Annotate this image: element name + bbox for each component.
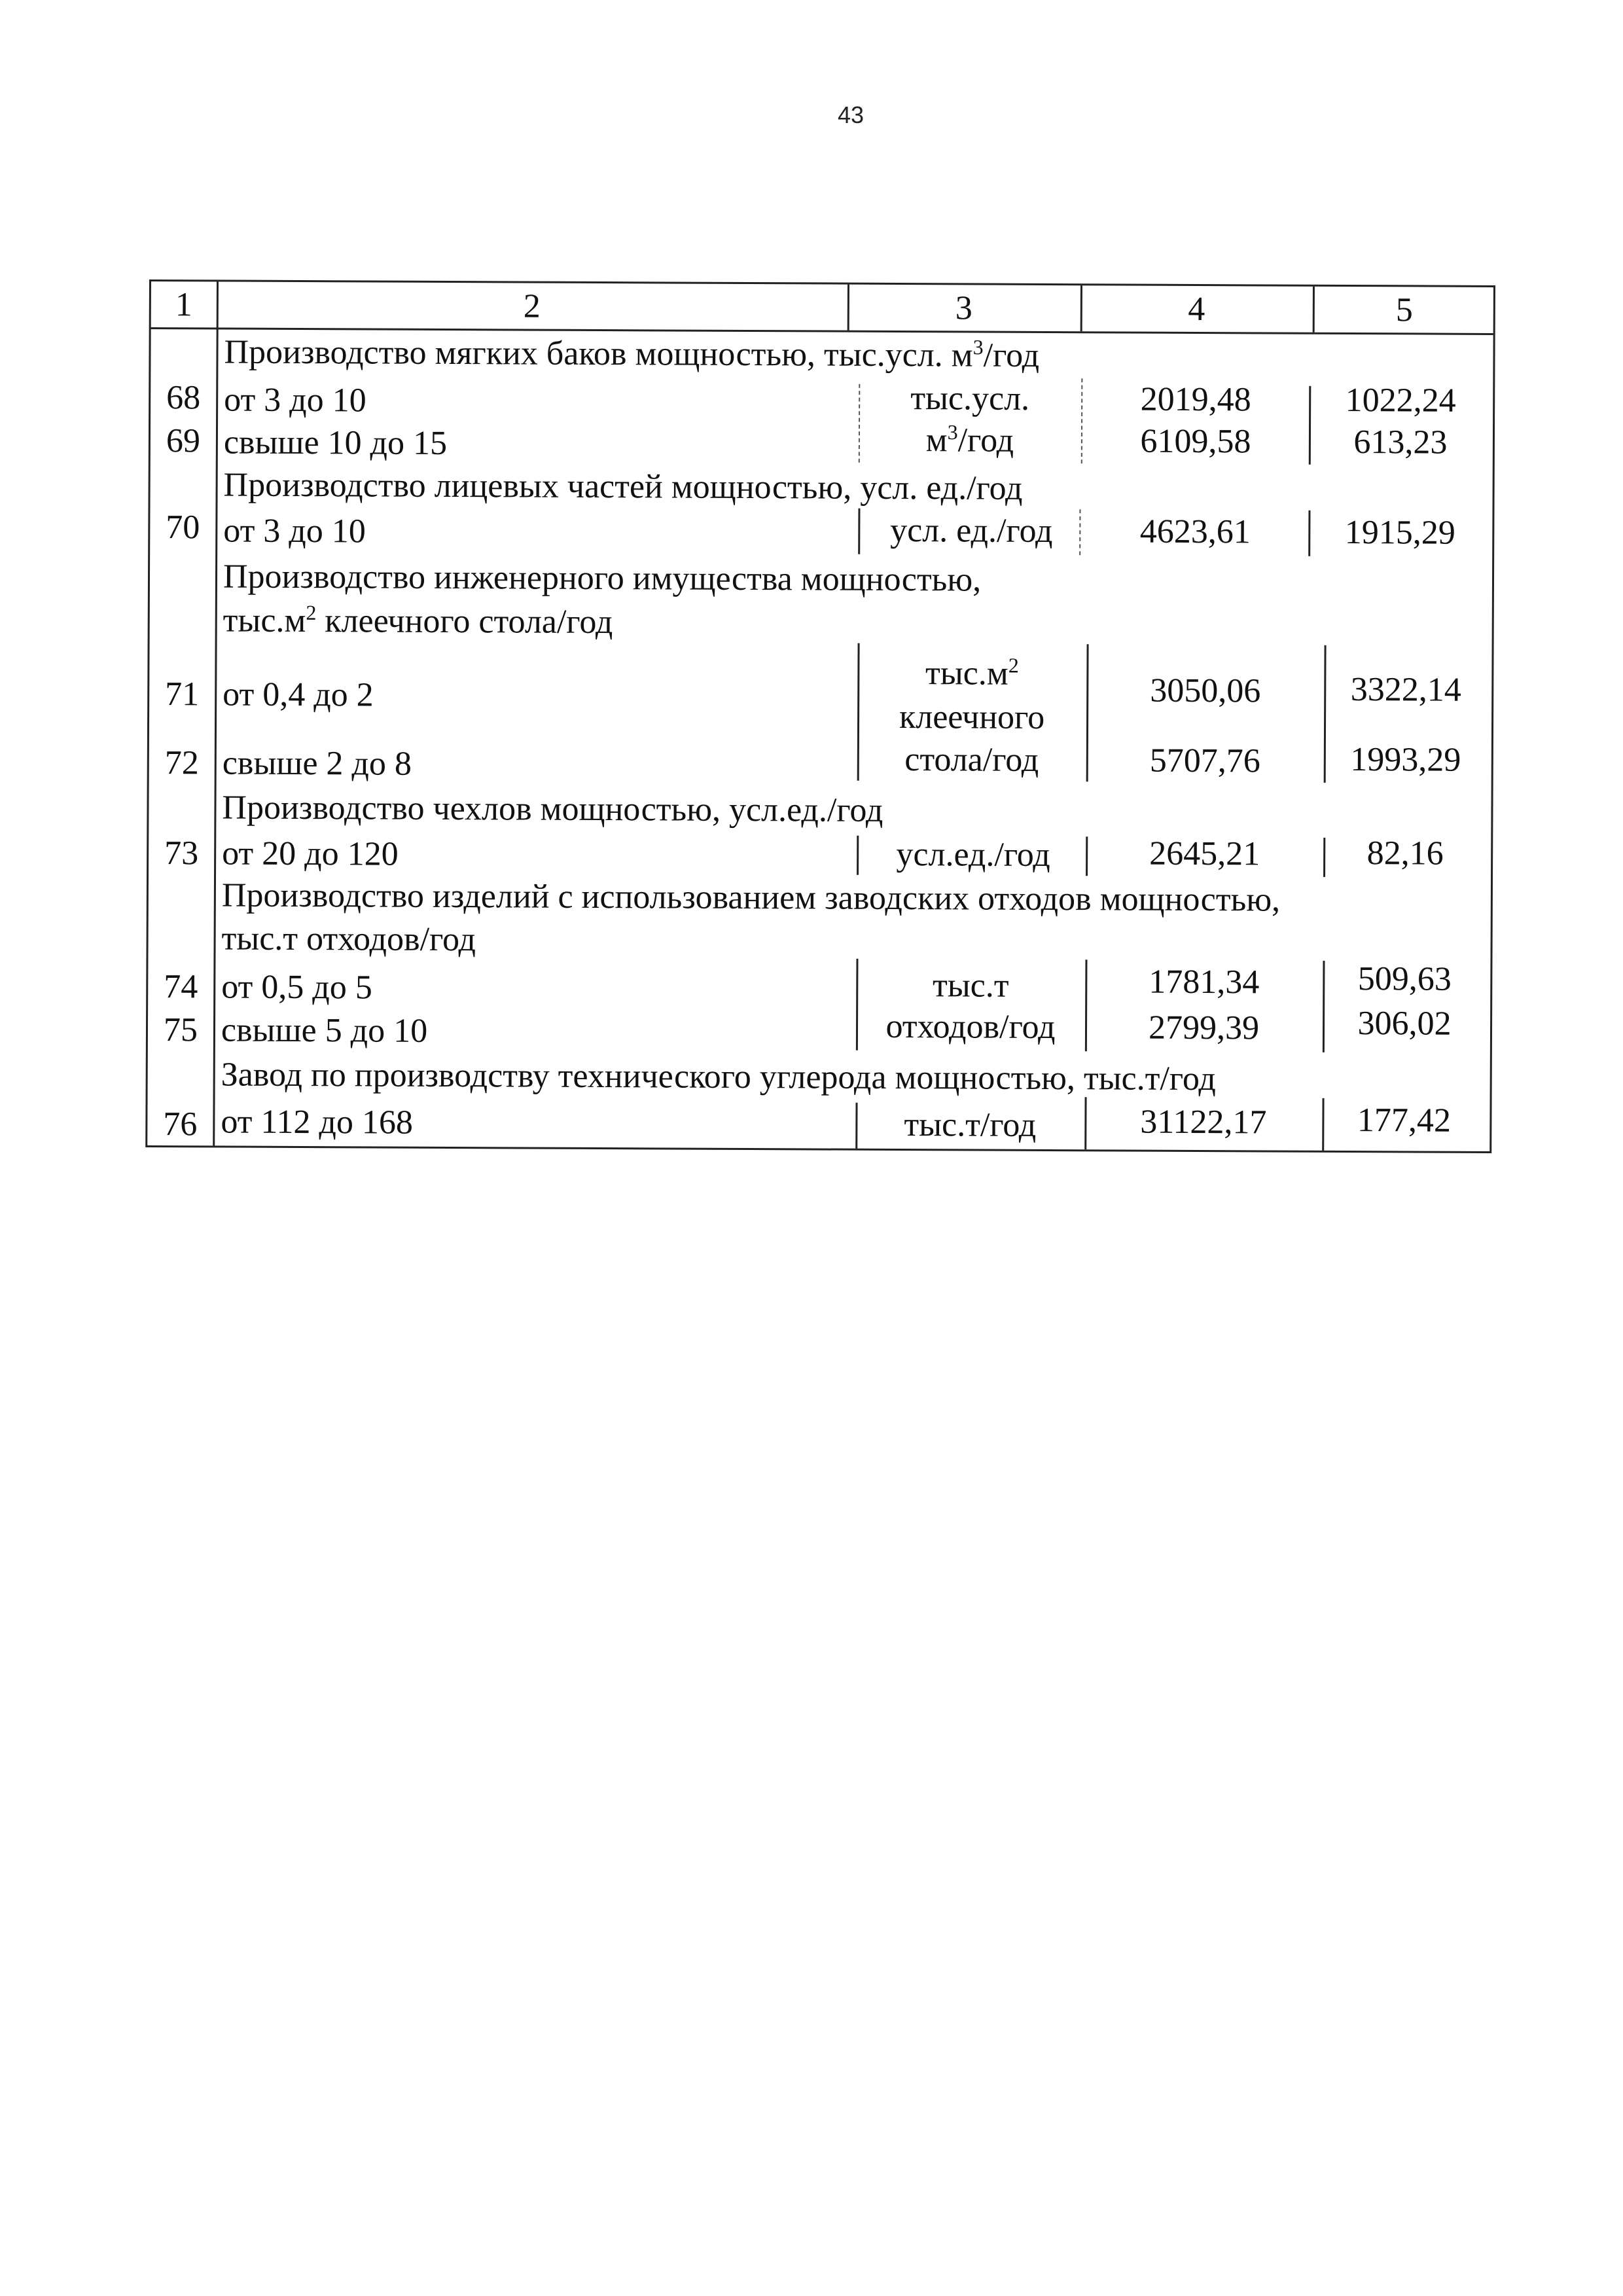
row-range: от 20 до 120 [222,834,399,873]
row-range: свыше 2 до 8 [222,744,412,783]
row-value-5: 177,42 [1357,1102,1452,1139]
group-title: Производство изделий с использованием заводских отходов мощностью, [221,876,1281,919]
group-title: Производство инженерного имущества мощностью, [223,558,982,599]
header-col-2: 2 [523,287,541,325]
row-value-5: 509,63 [1357,960,1452,998]
row-unit: $м^3$/год [925,420,1014,459]
group-title: Производство лицевых частей мощностью, усл. ед./год [223,466,1023,507]
group-title: Производство мягких баков мощностью, тыс.усл. $м^3$/год [224,333,1040,374]
row-number: 69 [166,422,201,460]
group-title: Завод по производству технического углерода мощностью, тыс.т/год [221,1056,1216,1098]
group-title: Производство чехлов мощностью, усл.ед./год [222,789,883,829]
row-unit: отходов/год [885,1007,1056,1047]
row-value-4: 3050,06 [1150,672,1261,710]
sep [858,509,860,554]
row-number: 72 [164,744,199,782]
row-unit: усл.ед./год [896,835,1050,874]
row-value-4: 5707,76 [1149,742,1260,780]
row-value-5: 1915,29 [1344,513,1455,552]
row-number: 70 [166,509,200,547]
row-number: 68 [166,379,201,417]
header-col-3: 3 [955,289,972,327]
col-1-divider [213,281,219,1145]
group-title: тыс.т отходов/год [221,920,476,959]
row-value-5: 1022,24 [1345,381,1456,420]
row-range: от 3 до 10 [224,381,366,420]
row-range: от 0,4 до 2 [223,675,374,714]
row-range: свыше 10 до 15 [223,423,448,462]
row-unit: тыс.т/год [904,1106,1037,1144]
row-unit: $тыс.м^2$ [925,653,1019,692]
row-unit: тыс.усл. [910,380,1030,418]
row-value-5: 82,16 [1366,834,1444,872]
row-range: свыше 5 до 10 [221,1011,428,1050]
row-number: 71 [165,675,200,713]
row-unit: усл. ед./год [890,511,1053,550]
row-value-5: 3322,14 [1350,671,1461,709]
row-number: 75 [163,1011,198,1049]
header-col-4: 4 [1188,290,1205,329]
data-table [145,279,1495,1153]
row-number: 76 [163,1105,198,1143]
row-value-5: 613,23 [1353,423,1448,461]
row-number: 74 [164,968,198,1006]
row-number: 73 [164,834,199,872]
row-range: от 112 до 168 [221,1103,414,1141]
header-col-5: 5 [1395,291,1413,329]
row-range: от 0,5 до 5 [221,968,372,1007]
row-value-5: 1993,29 [1350,741,1461,779]
row-value-4: 6109,58 [1140,422,1251,461]
row-value-4: 2019,48 [1140,380,1251,419]
group-title: $тыс.м^2$ клеечного стола/год [223,600,613,641]
page-number: 43 [837,101,865,128]
row-value-4: 2645,21 [1149,834,1260,873]
row-unit: стола/год [904,741,1039,779]
row-value-4: 4623,61 [1139,512,1251,551]
header-col-1: 1 [175,286,192,324]
row-value-4: 1781,34 [1149,963,1260,1001]
sep [857,836,859,875]
row-range: от 3 до 10 [223,512,366,550]
row-value-4: 31122,17 [1140,1103,1267,1141]
row-value-5: 306,02 [1357,1005,1452,1043]
row-value-4: 2799,39 [1148,1009,1260,1047]
row-unit: тыс.т [932,967,1009,1005]
row-unit: клеечного [899,698,1045,736]
